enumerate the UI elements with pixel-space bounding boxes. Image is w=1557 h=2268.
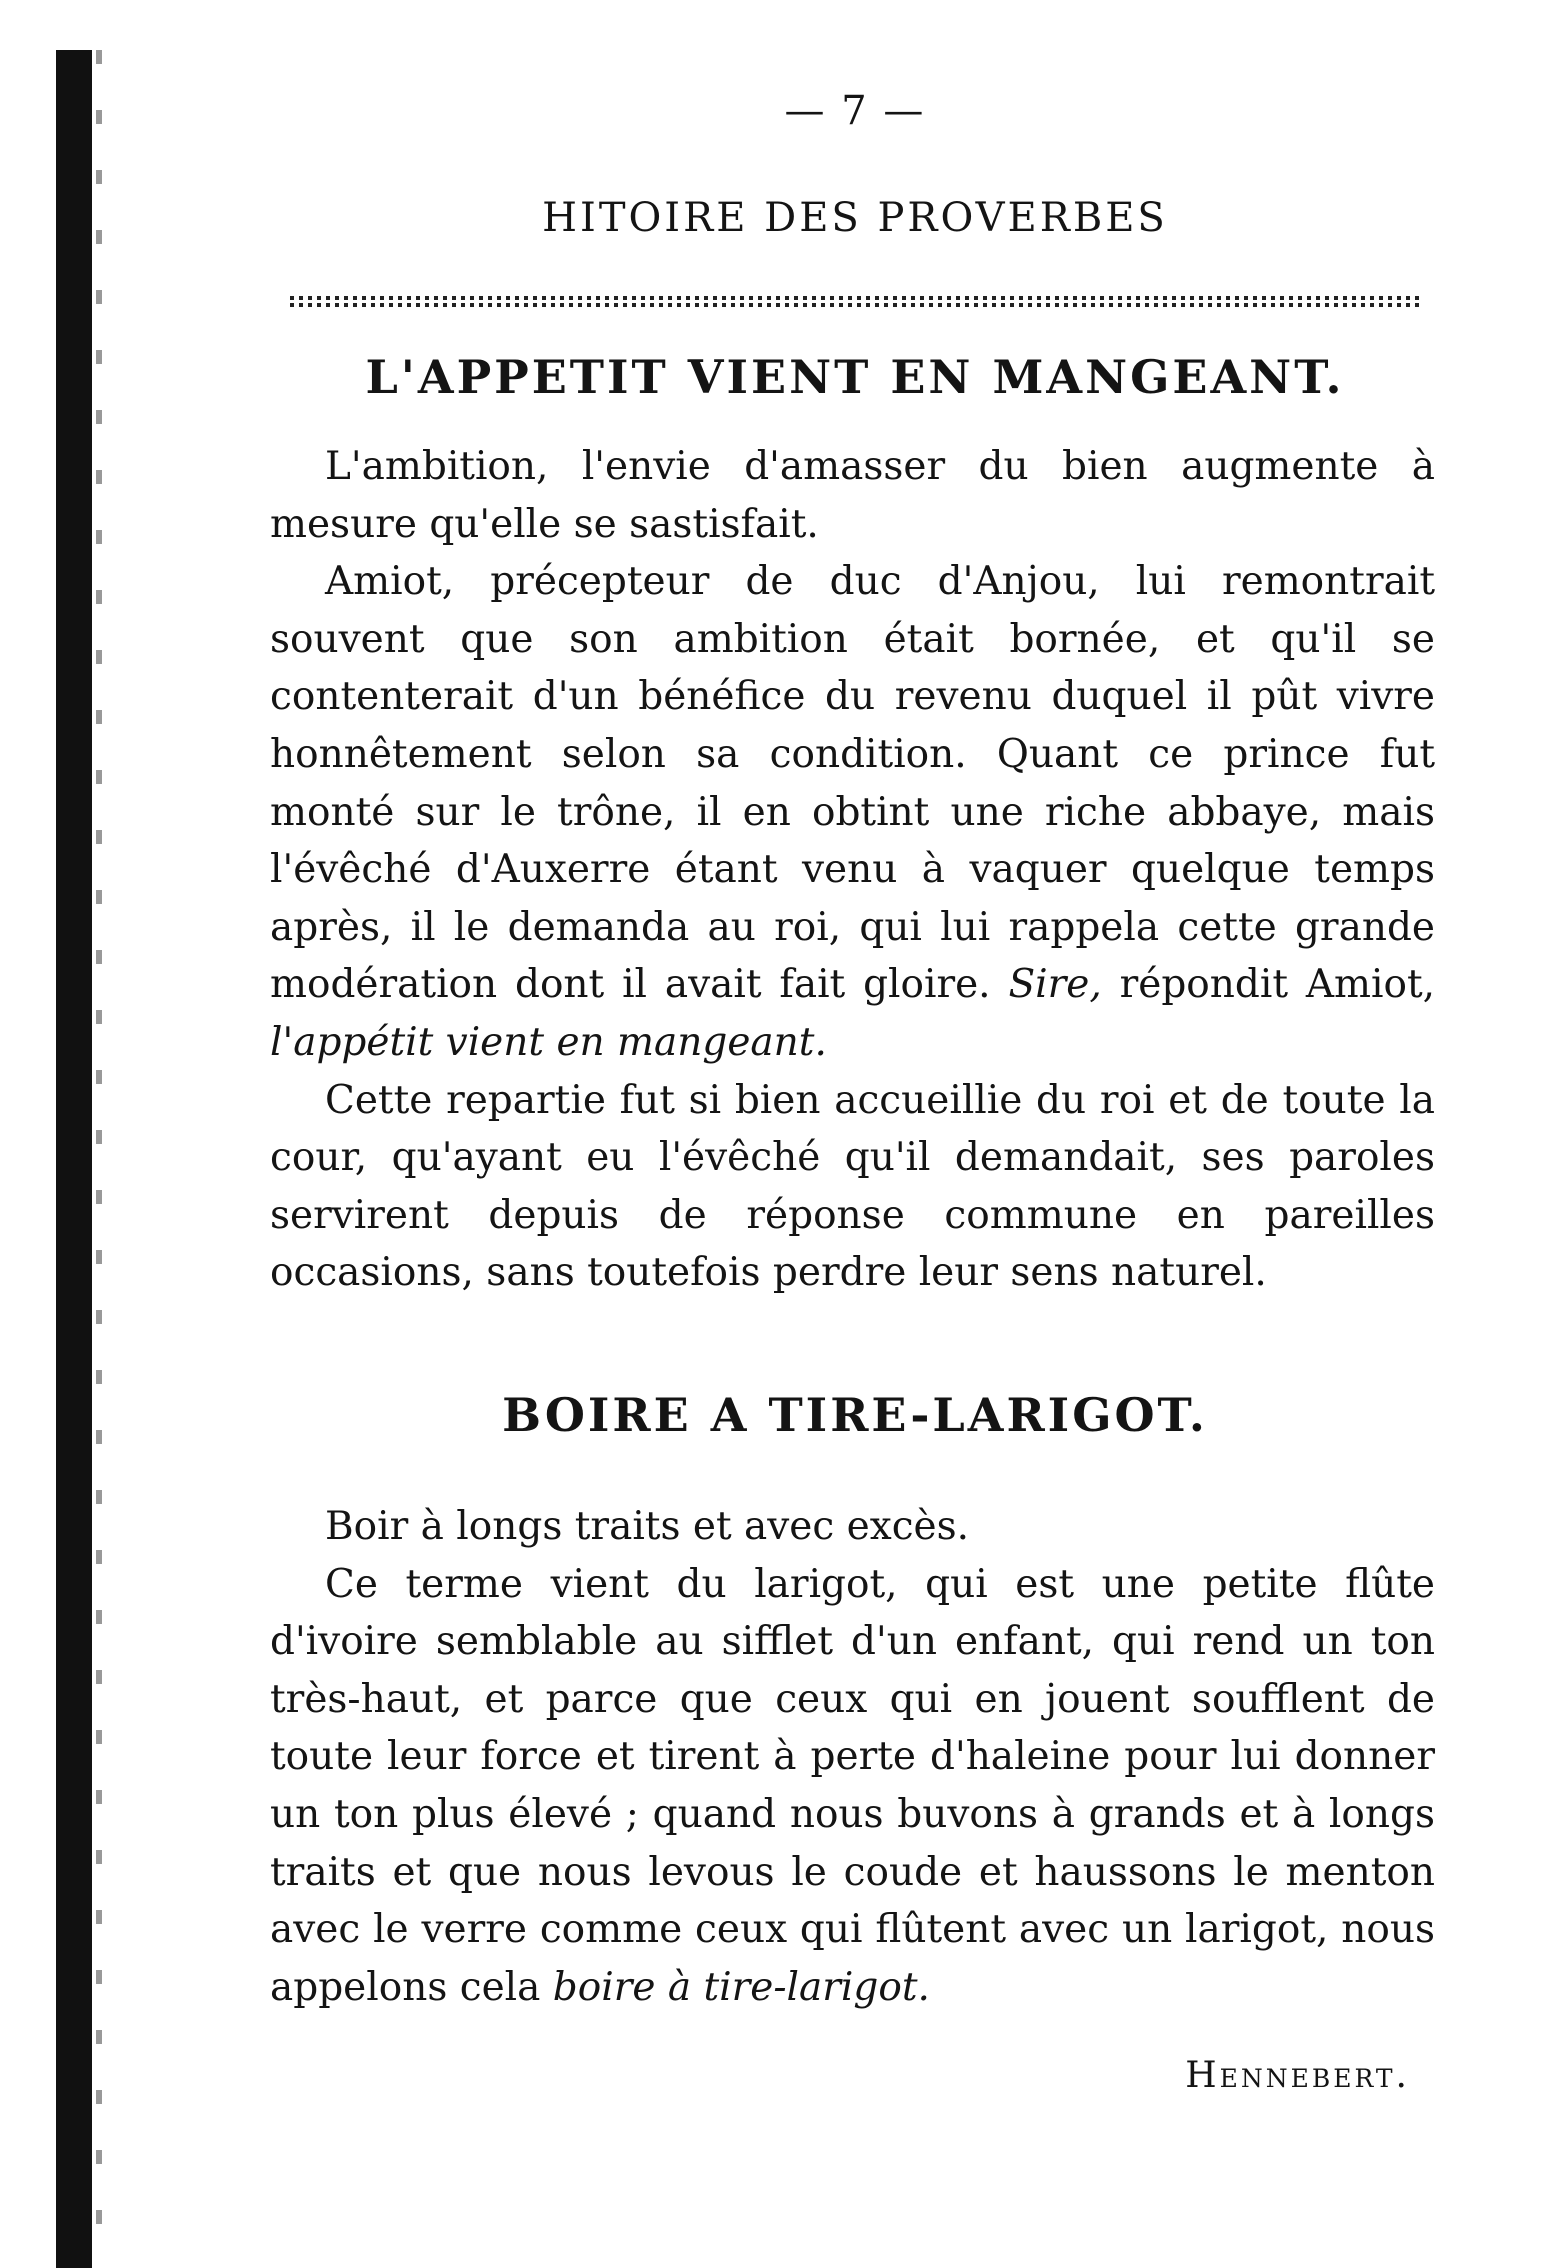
page-number: — 7 — [784, 88, 926, 134]
paragraph-explanation [270, 1556, 1435, 2017]
running-title: HITOIRE DES PROVERBES [542, 195, 1168, 241]
paragraph-definition: L'ambition, l'envie d'amasser du bien augmente à mesure qu'elle se sastisfait. [270, 444, 1435, 547]
paragraph-conclusion: Cette repartie fut si bien accueillie du roi et de toute la cour, qu'ayant eu l'évêché qu'il demandait, ses paroles servirent depuis de réponse commune en pareilles occasions, sans toutefois perdre leur sens naturel. [270, 1077, 1435, 1296]
italic-sire: Sire, [1008, 962, 1102, 1008]
anecdote-text: Amiot, précepteur de duc d'Anjou, lui remontrait souvent que son ambition était bornée, et qu'il se contenterait d'un bénéfice du revenu duquel il pût vivre honnêtement selon sa condition. Quant ce prince fut monté sur le trône, il en obtint une riche abbaye, mais l'évêché d'Auxerre étant venu à vaquer quelque temps après, il le demanda au roi, qui lui rappela cette grande modération dont il avait fait gloire. [270, 559, 1435, 1008]
italic-proverb-end: boire à tire-larigot. [552, 1964, 930, 2010]
ornamental-divider [290, 296, 1420, 308]
section-body-appetit [270, 438, 1435, 1302]
reply-text: répondit Amiot, [1101, 962, 1436, 1008]
section-body-tire-larigot [270, 1498, 1435, 2016]
italic-proverb-quote: l'appétit vient en mangeant. [270, 1019, 827, 1065]
paragraph-anecdote [270, 553, 1435, 1071]
author-signature: Hennebert. [1185, 2055, 1410, 2096]
explanation-text: Ce terme vient du larigot, qui est une petite flûte d'ivoire semblable au sifflet d'un enfant, qui rend un ton très-haut, et parce que ceux qui en jouent soufflent de toute leur force et tirent à perte d'haleine pour lui donner un ton plus élevé ; quand nous buvons à grands et à longs traits et que nous levous le coude et haussons le menton avec le verre comme ceux qui flûtent avec un larigot, nous appelons cela [270, 1561, 1435, 2010]
section-heading-tire-larigot: BOIRE A TIRE-LARIGOT. [502, 1388, 1208, 1442]
binding-edge [56, 50, 92, 2268]
paragraph-definition: Boir à longs traits et avec excès. [325, 1504, 970, 1549]
section-heading-appetit: L'APPETIT VIENT EN MANGEANT. [365, 350, 1345, 404]
